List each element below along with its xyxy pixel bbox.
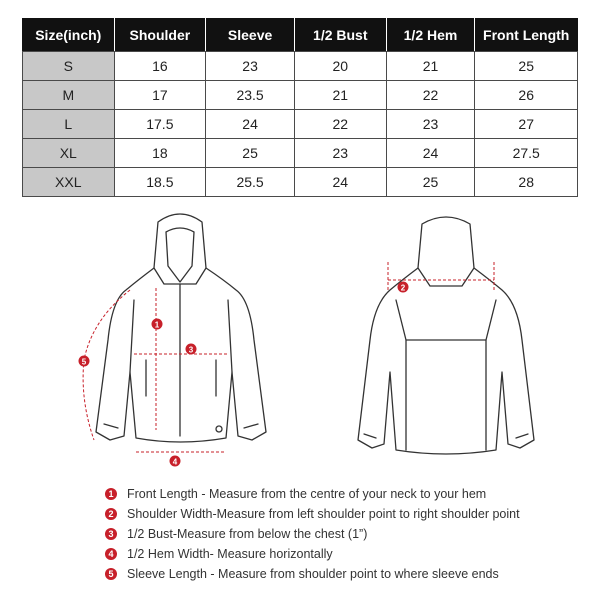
legend-number: 3	[105, 528, 117, 540]
size-cell: M	[23, 81, 115, 110]
legend-item	[105, 504, 585, 524]
header-half-hem: 1/2 Hem	[386, 19, 475, 52]
sleeve-line	[83, 290, 130, 440]
table-cell: 22	[386, 81, 475, 110]
table-row	[23, 139, 578, 168]
table-cell: 28	[475, 168, 578, 197]
table-cell: 20	[295, 52, 387, 81]
svg-text:5: 5	[81, 357, 87, 367]
legend-number: 4	[105, 548, 117, 560]
legend-item	[105, 524, 585, 544]
table-row	[23, 52, 578, 81]
svg-text:4: 4	[172, 457, 178, 467]
legend-number: 5	[105, 568, 117, 580]
marker-1	[152, 319, 163, 330]
jacket-front-illustration	[96, 214, 266, 442]
table-cell: 21	[386, 52, 475, 81]
legend-text: Sleeve Length - Measure from shoulder point to where sleeve ends	[127, 567, 499, 581]
table-cell: 18.5	[114, 168, 206, 197]
table-cell: 25	[475, 52, 578, 81]
header-sleeve: Sleeve	[206, 19, 295, 52]
size-cell: L	[23, 110, 115, 139]
legend-text: 1/2 Hem Width- Measure horizontally	[127, 547, 333, 561]
table-cell: 18	[114, 139, 206, 168]
table-cell: 27	[475, 110, 578, 139]
svg-text:1: 1	[154, 320, 160, 330]
legend-item	[105, 484, 585, 504]
jacket-measurement-diagram	[70, 205, 540, 475]
table-cell: 21	[295, 81, 387, 110]
size-cell: XXL	[23, 168, 115, 197]
legend-text: Shoulder Width-Measure from left shoulder point to right shoulder point	[127, 507, 520, 521]
marker-4	[170, 456, 181, 467]
legend-text: 1/2 Bust-Measure from below the chest (1”)	[127, 527, 368, 541]
svg-text:3: 3	[188, 345, 194, 355]
table-cell: 17.5	[114, 110, 206, 139]
svg-text:2: 2	[400, 283, 406, 293]
table-row	[23, 81, 578, 110]
table-cell: 24	[295, 168, 387, 197]
table-header-row	[23, 19, 578, 52]
table-row	[23, 110, 578, 139]
table-cell: 22	[295, 110, 387, 139]
header-front-length: Front Length	[475, 19, 578, 52]
header-size: Size(inch)	[23, 19, 115, 52]
table-cell: 24	[206, 110, 295, 139]
table-cell: 25	[386, 168, 475, 197]
table-cell: 23	[386, 110, 475, 139]
header-half-bust: 1/2 Bust	[295, 19, 387, 52]
table-cell: 27.5	[475, 139, 578, 168]
measurement-legend	[105, 484, 585, 584]
size-cell: XL	[23, 139, 115, 168]
table-row	[23, 168, 578, 197]
table-cell: 24	[386, 139, 475, 168]
size-cell: S	[23, 52, 115, 81]
marker-5	[79, 356, 90, 367]
table-cell: 23	[295, 139, 387, 168]
jacket-back-illustration	[358, 217, 534, 454]
table-cell: 25.5	[206, 168, 295, 197]
header-shoulder: Shoulder	[114, 19, 206, 52]
table-cell: 23	[206, 52, 295, 81]
marker-2	[398, 282, 409, 293]
table-cell: 16	[114, 52, 206, 81]
size-chart-table	[22, 18, 578, 197]
table-cell: 23.5	[206, 81, 295, 110]
legend-text: Front Length - Measure from the centre of your neck to your hem	[127, 487, 487, 501]
table-cell: 25	[206, 139, 295, 168]
legend-number: 1	[105, 488, 117, 500]
legend-item	[105, 564, 585, 584]
table-cell: 17	[114, 81, 206, 110]
table-cell: 26	[475, 81, 578, 110]
legend-number: 2	[105, 508, 117, 520]
marker-3	[186, 344, 197, 355]
legend-item	[105, 544, 585, 564]
